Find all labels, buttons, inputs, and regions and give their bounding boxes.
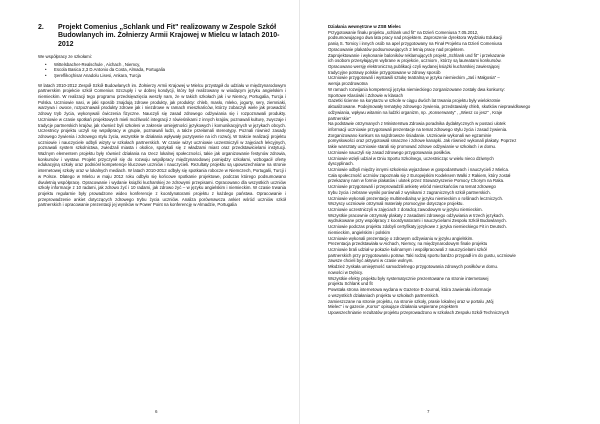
text-line: wydrukowane przy współpracy z koordynatorami i nauczycielami Zespołu Szkół Budowlanych. [328,218,507,224]
text-line: Opracowanie plakatów podsumowujących 2 letnią pracę nad projektem. [328,46,465,52]
text-line: projektu Schlank und fit [328,281,373,287]
text-line: tradycyjne potrawy polskie przygotowane w zdrowy sposób [328,69,441,75]
intro-text: We współpracy ze szkołami: [38,54,92,60]
text-line: partnerskie" [328,115,351,121]
text-line: Uczniowie przygotowali i przeprowadzili ankietę wśród mieszkańców na temat zdrowego [328,184,496,190]
body-text: W latach 2010-2012 Zespół Szkół Budowlanych im. Żołnierzy Armii Krajowej w Mielcu przystąpił do udziału w międzynarodowym partnerskim projekcie szkół Comenius Szczupły i w dobrej kondycji, który był realizowany w wiodącym języku angielskim i niemieckim. W realizacji tego programu przedsięwzięcia weszły nam, że w takich szkołach jak i w Niemcy, Portugalia, Turcja i Polska. Uczniowie nasi, w jaki sposób znajdują zdrowe produkty, jak produkty: chleb, masło, mleko, jogurty, sery, ziemniaki, warzywa i owoce, rozpoznawali produkty zdrowe jak i niezdrowe w ramach mieszkańców, którzy zobaczyli wiele jak prowadzić zdrowy tryb życia, wykonywali ćwiczenia fizyczne. Nauczyli się zasad zdrowego odżywiania się i rozpoznawali produkty. Uczniowie w czasie spotkań projektowych mieli możliwość integracji z rówieśnikami z innych krajów, poznawali kulturę, zwyczaje i tradycje partnerskich krajów, jak również byli szkoleni w zakresie umiejętności językowych i komunikacyjnych w językach obcych. Uczestnicy projektu uczyli się współpracy w grupie, poznawali ludzi, a także przełamali stereotypy. Poznali również zasady zdrowego żywienia i zdrowego stylu życia, wszystkie te działania wpływały pozytywnie na ich rozwój. W trakcie realizacji projektu uczniowie i nauczyciele odbyli wizyty w szkołach partnerskich. W czasie wizyt uczniowie uczestniczyli w zajęciach lekcyjnych, poznawali system szkolnictwa, zwiedzali miasta i okolice, spotykali się z władzami miast oraz przedstawicielami instytucji. Ważnym elementem projektu były również działania na rzecz lokalnej społeczności, takie jak organizowanie festynów zdrowia, konkursów i wystaw. Projekt przyczynił się do rozwoju współpracy międzynarodowej pomiędzy szkołami, wzbogacił ofertę edukacyjną szkoły oraz podniósł kompetencje kluczowe uczniów i nauczycieli. Rezultaty projektu są upowszechniane na stronie internetowej szkoły oraz w lokalnych mediach. W latach 2010-2012 odbyły się spotkania robocze w Niemczech, Portugalii, Turcji i w Polsce. Dlatego w Mielcu w maju 2012 roku odbyło się końcowe spotkanie projektowe, podczas którego podsumowano dwuletnią współpracę. Opracowanie i wydanie książki kucharskiej ze zdrowymi przepisami. Opracowano dla wszystkich uczniów szkoły informacje z 10 radami, jak zdrowo żyć i 10 radami, jak zdrowo żyć – w języku angielskim i niemieckim. W czasie trwania projektu regularnie były prowadzone wideo konferencje z koordynatorami projektu z każdego państwa. Opracowanie i przeprowadzenie ankiet dotyczących zdrowego trybu życia uczniów. Analiza porównawcza ankiet wśród uczniów szkół partnerskich i opracowanie prezentacji jej wyników w Power Point na konferencję w Almadzie, Portugalia [38,82,286,208]
text-line: Wszystkie efekty projektu były systematycznie prezentowane na stronie internetowej [328,275,489,281]
text-line: Prezentacja przedstawiała w Aichach, Niemcy, na międzynarodowym finale projektu [328,241,488,247]
text-line: Powstała strona internetowa wydana w Gazetce E-Journal, która zawierała informacje [328,287,492,293]
text-line: takie warsztaty uczniowie starali się promować zdrowe odżywianie w szkołach i w domu. [328,144,497,150]
text-line: Zorganizowano konkurs na najzdrowsze śniadanie. Uczniowie wykonali we egzaminie [328,132,492,138]
text-line: partnerskich przy przygotowaniu potraw. Taki rodzaj sportu bardzo przypadł im do gustu, uczniowie [328,252,516,258]
text-line: odżywiania, wpływu witamin na ludzki organizm, np. „Konserwanty" , „Wiesz co jesz" , Kraje [328,109,503,115]
text-line: pomysłowości oraz przygotowali smaczne i zdrowe kanapki. Jak również wykonali plakaty. Poprzez [328,138,517,144]
text-line: aktualizowane. Podejmowały tematykę zdrowego żywienia, przedstawiały chleb, skutków nieprawidłowego [328,104,531,110]
text-line: wersja prozdrowotna [328,81,368,87]
text-line: Wszystkie pracownie otrzymały plakaty z zasadami zdrowego odżywiania w trzech językach. [328,212,505,218]
school-item: • Escola Basica 2,3 D.Antonio da Costa, Almada, Portugalia [38,67,286,73]
text-line: Na podstawie otrzymanych z Ministerstwa Zdrowia poradnika dydaktycznych w postaci ulotek [328,121,506,127]
section-title: Projekt Comenius „Schlank und Fit" realizowany w Zespole Szkół Budowlanych im. Żołnierzy Armii Krajowej w Mielcu w latach 2010-2012 [58,24,280,48]
page-number: 6 [155,409,158,414]
text-line: przekazany nam w formie plakatów i ulotek przez Stowarzyszenie Pomocy Chorym na Raka. [328,178,505,184]
text-line: Uczniowie wzięli udział w Dniu Sportu Szkolnego, uczestnicząc w wielu nieco dziwnych [328,155,494,161]
text-line: niemieckim, angielskim i polskim [328,229,391,235]
text-line: Młodzież zyskała umiejętność samodzielnego przygotowania zdrowych posiłków w domu. [328,264,499,270]
text-line: zawsze chcieli być aktywni w czasie wolnym. [328,258,414,264]
text-line: podsumowującego dwa lata pracy nad projektem. Zaproszenie dyrektora Wydziału Edukacji [328,35,503,41]
text-line: zamieszczane na stronie projektu, na stronie szkoły, prasie lokalnej oraz w portalu „Mój [328,298,494,304]
text-line: Uczniowie brali udział w pokazie kulinarnym i współpracowali z nauczycielami szkół [328,247,487,253]
subsection-heading: Działania wewnętrzne w ZSB Mielec [328,24,401,29]
school-item: • Şereflikoçhisar Anadolu Lisesi, Ankara, Turcja [38,73,286,79]
page-number: 7 [427,409,430,414]
text-line: informacji uczniowie przygotowali prezentacje na temat zdrowego stylu życia i zasad żywienia. [328,126,508,132]
school-list [38,62,286,79]
text-line: Wszyscy uczniowie otrzymali materiały promocyjne dotyczące projektu. [328,201,464,207]
text-line: o wszystkich działaniach projektu w szkołach partnerskich. [328,292,440,298]
school-item: • Wittelsbacher-Realschule , Aichach , Niemcy, [38,62,286,68]
text-line: dyscyplinach. [328,161,354,167]
text-line: Uczniowie wykonali prezentację multimedialną w języku niemieckim o roślinach leczniczych. [328,195,504,201]
right-page-text [328,24,570,316]
text-line: Zaprojektowanie i wykonanie baloników reklamujących projekt „Schlank und fit" i przekazanie [328,52,506,58]
text-line: Gazetki ścienne na korytarzu w szkole w ciągu dwóch lat trwania projektu były wielokrotnie [328,98,501,104]
right-page [300,0,600,424]
text-line: Uczniowie nauczyli się zasad zdrowego przygotowania posiłków. [328,149,452,155]
text-line: Cała społeczność uczniów zapoznała się z Europejskim Kodeksem Walki z Rakiem, który został [328,172,511,178]
text-line: Uczniowie uczestniczyli w zajęciach z doradcą zawodowym w języku niemieckim. [328,207,483,212]
text-line: panią S. Tomicy i innych osób na apel przygotowany na Finał Projektu na Dzień Comeniusa [328,41,503,47]
text-line: W ramach rozwijania kompetencji języka niemieckiego zorganizowane zostały dwa konkursy: [328,86,505,92]
text-line: Sportowe Klasówki i Zdrowie w klasach [328,92,403,98]
text-line: ich osobom przesyłającym wybrane w projekcie, uczniom , którzy są laureatami konkursów. [328,58,502,64]
text-line: Uczniowie wykonali prezentację o zdrowym odżywianiu w języku angielskim. [328,235,474,241]
text-line: Uczniowie odbyli między innymi szkolenia wyjazdowe w gospodarstwach i nauczycieli z Mielca. [328,166,510,172]
text-line: Upowszechnianie rezultatów projektu przeprowadzono w szkołach Zespołu Szkół Technicznych [328,309,510,315]
section-number: 2. [38,24,44,31]
text-line: Przygotowanie finału projektu „schlank und fit" na Dzień Comeniusa 7.05.2012, [328,29,479,35]
text-line: Mielec" i w gazecie „Korso" opisujące działania wspierane projektem [328,304,459,310]
text-line: nowości w Dębicy. [328,269,364,275]
text-line: trybu życia i zebrane wyniki porównali z wynikami z zagranicznych szkół partnerskich. [328,189,491,195]
text-line: Uczniowie podczas projektu zdobyli certyfikaty językowe z języka niemieckiego Fit in Deutsch. [328,224,507,230]
text-line: Uczniowie przygotowali i wystawili sztukę teatralną w języku niemieckim „Jaś i Małgosia" – [328,75,500,81]
text-line: Opracowano wersję elektroniczną publikacji czyli wydanej książki kucharskiej zawierającej [328,64,500,70]
section-heading [38,24,286,49]
